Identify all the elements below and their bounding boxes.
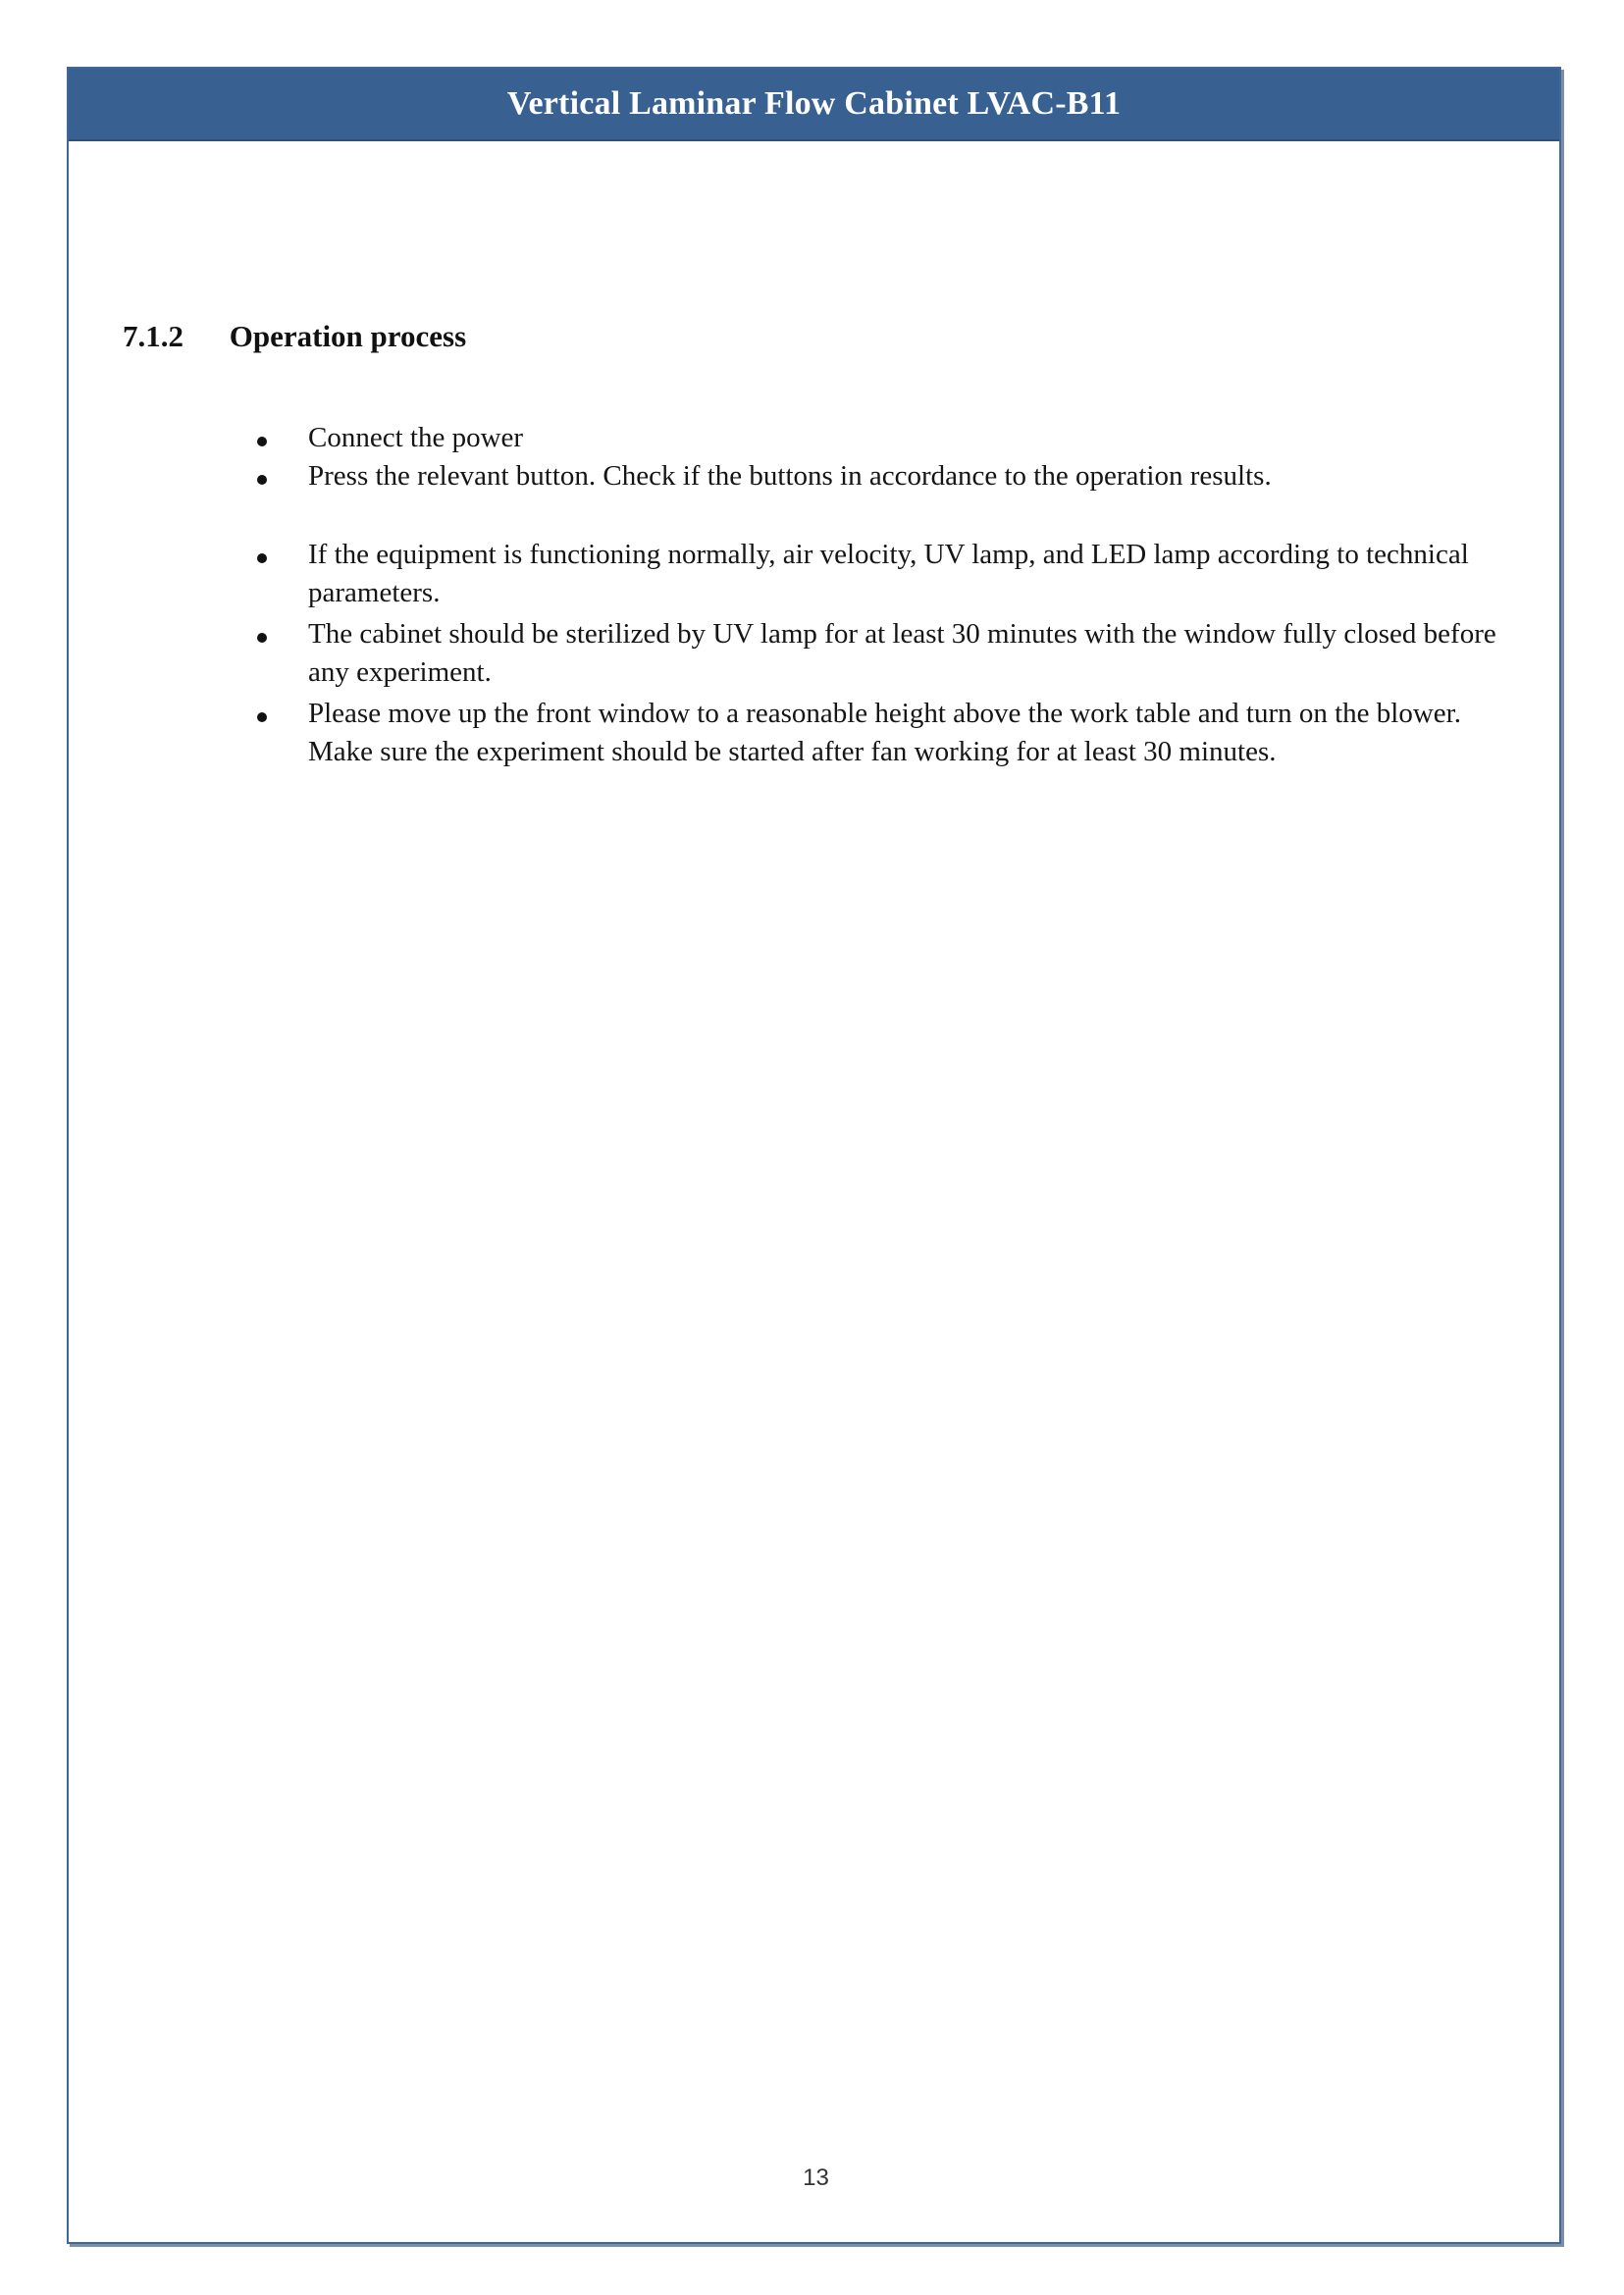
bullet-icon <box>257 475 267 485</box>
document-page <box>67 67 1561 2244</box>
list-item-text: If the equipment is functioning normally, air velocity, UV lamp, and LED lamp according to technical parameters. <box>308 539 1469 608</box>
bullet-icon <box>257 633 267 643</box>
list-item-text: Please move up the front window to a reasonable height above the work table and turn on the blower. Make sure the experiment should be started after fan working for at least 30 minutes. <box>308 698 1461 767</box>
header-title: Vertical Laminar Flow Cabinet LVAC-B11 <box>506 85 1122 122</box>
section-number: 7.1.2 <box>123 319 183 353</box>
bullet-icon <box>257 437 267 446</box>
section-heading <box>123 317 1496 356</box>
operation-process-section <box>123 317 1496 356</box>
list-item-text: The cabinet should be sterilized by UV lamp for at least 30 minutes with the window fully closed before any experiment. <box>308 618 1496 688</box>
document-header <box>69 69 1559 141</box>
section-title: Operation process <box>229 319 467 353</box>
bullet-icon <box>257 553 267 563</box>
list-item-text: Press the relevant button. Check if the buttons in accordance to the operation results. <box>308 460 1272 492</box>
bullet-icon <box>257 712 267 722</box>
list-item-text: Connect the power <box>308 422 524 453</box>
page-number: 13 <box>803 2165 829 2191</box>
